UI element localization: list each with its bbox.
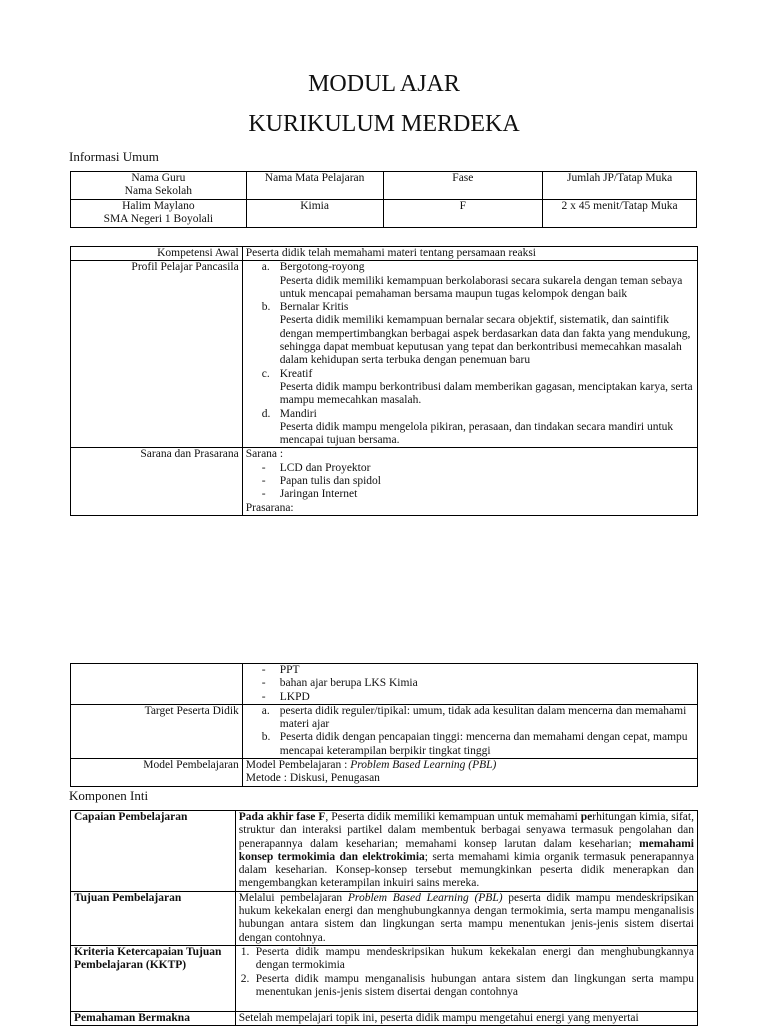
sarana-item: LCD dan Proyektor (279, 461, 371, 474)
dash-marker: - (261, 677, 266, 690)
tujuan-text-1: Melalui pembelajaran (238, 891, 348, 904)
value-mata-pelajaran: Kimia (246, 200, 383, 228)
profil-item-desc: Peserta didik mampu mengelola pikiran, perasaan, dan tindakan secara mandiri untuk mencapai tujuan bersama. (279, 420, 674, 447)
label-target-peserta: Target Peserta Didik (71, 704, 243, 758)
capaian-text-2: rhitungan kimia, sifat, struktur dan interaksi partikel dalam membentuk berbagai senyawa termasuk pengolahan dan penerapannya dalam keseharian; memahami konsep larutan dalam keseharian; (238, 811, 694, 850)
kktp-cell (235, 945, 697, 1011)
dash-marker: - (261, 475, 266, 488)
capaian-bold-3: memahami konsep termokimia dan elektrokimia (238, 837, 694, 863)
label-model-pembelajaran: Model Pembelajaran (71, 759, 243, 787)
value-nama-sekolah: SMA Negeri 1 Boyolali (103, 213, 214, 226)
tujuan-text-2: peserta didik mampu mendeskripsikan hukum kekekalan energi dan menghubungkannya dengan termokimia, serta mampu menganalisis hubungan antara sistem dan lingkungan serta mampu menentukan jenis-jenis sistem disertai dengan contohnya. (238, 891, 694, 944)
profil-item-desc: Peserta didik memiliki kemampuan bernalar secara objektif, sistematik, dan saintifik dengan mempertimbangkan berbagai aspek berdasarkan data dan fakta yang mendukung, sehingga dapat membuat keputusan yang tepat dan berkontribusi memecahkan masalah dalam kehidupan serta terbuka dengan penemuan baru (279, 314, 691, 367)
doc-title-line2: KURIKULUM MERDEKA (248, 111, 520, 137)
list-item (246, 488, 694, 501)
list-item (246, 664, 694, 677)
list-item (246, 475, 694, 488)
list-marker: c. (261, 367, 270, 380)
kktp-item (239, 973, 694, 1000)
dash-marker: - (261, 664, 266, 676)
profil-item-desc: Peserta didik memiliki kemampuan berkolaborasi secara sukarela dengan teman sebaya untuk mencapai pemahaman bersama maupun tugas kelompok dengan baik (279, 274, 683, 300)
profil-item (246, 368, 694, 408)
value-fase: F (383, 200, 543, 228)
label-sarana-prasarana: Sarana dan Prasarana (71, 448, 243, 515)
prasarana-cell (242, 664, 697, 705)
sarana-heading: Sarana : (245, 448, 284, 461)
label-pemahaman: Pemahaman Bermakna (71, 1012, 236, 1026)
target-item-text: peserta didik reguler/tipikal: umum, tidak ada kesulitan dalam mencerna dan memahami materi ajar (279, 704, 687, 731)
prasarana-item: LKPD (279, 690, 310, 703)
value-kompetensi-awal: Peserta didik telah memahami materi tentang persamaan reaksi (242, 247, 697, 261)
komponen-inti-heading: Komponen Inti (69, 788, 149, 803)
header-nama-guru: Nama Guru (131, 172, 186, 184)
list-marker: 2. (240, 972, 250, 985)
value-jumlah-jp: 2 x 45 menit/Tatap Muka (543, 200, 697, 228)
capaian-text-3: ; serta memahami kimia organik termasuk penerapannya dalam keseharian. Konsep-konsep tersebut memungkinkan peserta didik menerapkan dan mengembangkan keterampilan inkuiri sains mereka. (238, 850, 694, 890)
list-marker: a. (261, 704, 270, 717)
dash-marker: - (261, 488, 266, 501)
label-tujuan: Tujuan Pembelajaran (71, 891, 236, 945)
label-profil-pelajar: Profil Pelajar Pancasila (71, 261, 243, 448)
info-table (70, 171, 697, 228)
target-list (246, 705, 694, 758)
info-value-guru-sekolah (71, 200, 247, 228)
empty-label-cell (71, 664, 243, 705)
profil-item-title: Kreatif (279, 367, 313, 380)
kktp-item-text: Peserta didik mampu mendeskripsikan hukum kekekalan energi dan menghubungkannya dengan termokimia (255, 945, 694, 972)
kktp-item (239, 946, 694, 973)
sarana-item: Papan tulis dan spidol (279, 475, 381, 488)
capaian-bold-2: pe (580, 811, 593, 823)
label-capaian: Capaian Pembelajaran (71, 811, 236, 892)
header-fase: Fase (383, 172, 543, 200)
list-marker: 1. (240, 945, 250, 958)
profil-item-desc: Peserta didik mampu berkontribusi dalam memberikan gagasan, menciptakan karya, serta mampu memecahkan masalah. (279, 380, 693, 407)
value-nama-guru: Halim Maylano (122, 200, 195, 212)
pemahaman-text: Setelah mempelajari topik ini, peserta didik mampu mengetahui energi yang menyertai (235, 1012, 697, 1026)
prasarana-heading: Prasarana: (245, 501, 294, 514)
target-item-text: Peserta didik dengan pencapaian tinggi: mencerna dan memahami dengan cepat, mampu mencapai keterampilan berpikir tingkat tinggi (279, 731, 688, 757)
kktp-list (239, 946, 694, 999)
tujuan-text (235, 891, 697, 945)
target-item (246, 705, 694, 732)
list-marker: b. (261, 731, 271, 744)
profil-item (246, 301, 694, 367)
informasi-umum-heading: Informasi Umum (69, 149, 159, 164)
list-marker: b. (261, 301, 271, 314)
label-kompetensi-awal: Kompetensi Awal (71, 247, 243, 261)
komponen-inti-table (70, 810, 698, 1026)
prasarana-item: bahan ajar berupa LKS Kimia (279, 677, 418, 690)
model-name: Problem Based Learning (PBL) (350, 759, 497, 772)
kktp-item-text: Peserta didik mampu menganalisis hubungan antara sistem dan lingkungan serta mampu menentukan jenis-jenis sistem disertai dengan contohnya (255, 972, 694, 998)
tujuan-italic: Problem Based Learning (PBL) (347, 891, 503, 904)
label-kktp: Kriteria Ketercapaian Tujuan Pembelajaran (KKTP) (71, 945, 236, 1011)
list-item (246, 462, 694, 475)
header-jumlah-jp: Jumlah JP/Tatap Muka (543, 172, 697, 200)
model-cell (242, 759, 697, 787)
sarana-item: Jaringan Internet (279, 488, 358, 501)
list-marker: d. (261, 407, 271, 420)
dash-marker: - (261, 461, 266, 474)
detail-table-continued (70, 663, 698, 787)
profil-item (246, 408, 694, 448)
metode-line: Metode : Diskusi, Penugasan (245, 772, 380, 785)
list-marker: a. (261, 261, 270, 274)
dash-marker: - (261, 690, 266, 703)
doc-title-line1: MODUL AJAR (308, 71, 460, 97)
sarana-cell (242, 448, 697, 515)
profil-item (246, 261, 694, 301)
header-mata-pelajaran: Nama Mata Pelajaran (246, 172, 383, 200)
profil-list-cell (242, 261, 697, 448)
header-nama-sekolah: Nama Sekolah (124, 185, 193, 198)
target-cell (242, 704, 697, 758)
list-item (246, 677, 694, 690)
capaian-text (235, 811, 697, 892)
model-line (246, 759, 694, 772)
prasarana-list (246, 664, 694, 704)
info-header-guru-sekolah (71, 172, 247, 200)
profil-item-title: Mandiri (279, 407, 317, 420)
profil-item-title: Bernalar Kritis (279, 301, 349, 314)
capaian-bold-1: Pada akhir fase F (238, 811, 326, 823)
profil-list (246, 261, 694, 447)
target-item (246, 731, 694, 758)
profil-item-title: Bergotong-royong (279, 261, 365, 274)
model-prefix: Model Pembelajaran : (245, 759, 351, 772)
sarana-list (246, 462, 694, 502)
detail-table (70, 246, 698, 516)
capaian-text-1: , Peserta didik memiliki kemampuan untuk memahami (325, 811, 581, 823)
prasarana-item: PPT (279, 664, 300, 676)
list-item (246, 691, 694, 704)
